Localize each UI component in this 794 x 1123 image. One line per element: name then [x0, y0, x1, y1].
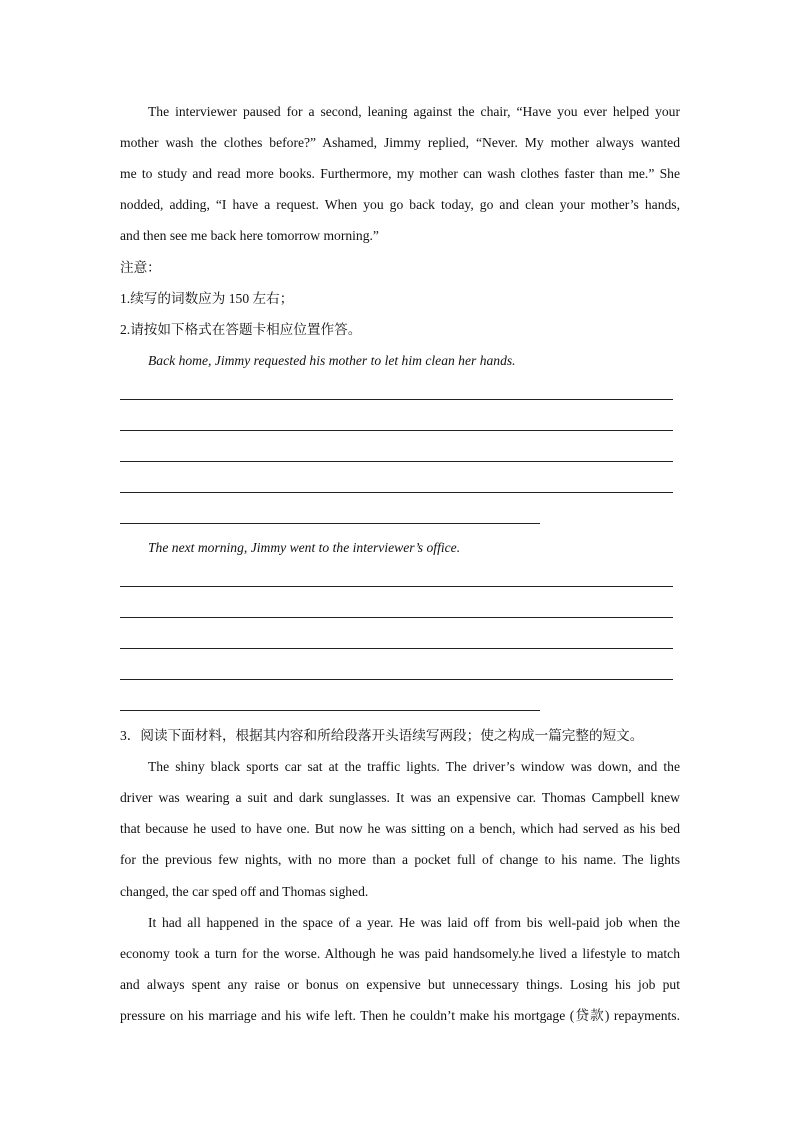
question-3-instruction: 3．阅读下面材料，根据其内容和所给段落开头语续写两段；使之构成一篇完整的短文。: [120, 728, 644, 743]
question3-para1-line-4: for the previous few nights, with no more than a pocket full of change to his name. The lights: [120, 852, 680, 867]
continuation-prompt-1: Back home, Jimmy requested his mother to let him clean her hands.: [148, 353, 516, 368]
question3-para2-line-4: pressure on his marriage and his wife left. Then he couldn’t make his mortgage (贷款) repayments.: [120, 1008, 680, 1023]
question3-para1-line-2: driver was wearing a suit and dark sunglasses. It was an expensive car. Thomas Campbell knew: [120, 790, 680, 805]
notes-item-2: 2.请按如下格式在答题卡相应位置作答。: [120, 322, 362, 337]
answer-line: [120, 617, 673, 618]
question3-para2-line-3: and always spent any raise or bonus on expensive but unnecessary things. Losing his job put: [120, 977, 680, 992]
passage1-line-3: me to study and read more books. Furthermore, my mother can wash clothes faster than me.” She: [120, 166, 680, 181]
answer-line: [120, 710, 540, 711]
answer-line: [120, 648, 673, 649]
notes-heading: 注意：: [120, 260, 161, 275]
continuation-prompt-2: The next morning, Jimmy went to the interviewer’s office.: [148, 540, 461, 555]
passage1-line-4: nodded, adding, “I have a request. When you go back today, go and clean your mother’s hands,: [120, 197, 680, 212]
answer-line: [120, 523, 540, 524]
question3-para1-line-3: that because he used to have one. But now he was sitting on a bench, which had served as his bed: [120, 821, 680, 836]
answer-line: [120, 586, 673, 587]
passage1-line-5: and then see me back here tomorrow morning.”: [120, 228, 379, 243]
answer-line: [120, 679, 673, 680]
question3-para1-line-5: changed, the car sped off and Thomas sighed.: [120, 884, 369, 899]
answer-line: [120, 399, 673, 400]
answer-line: [120, 430, 673, 431]
notes-item-1: 1.续写的词数应为 150 左右；: [120, 291, 294, 306]
answer-line: [120, 492, 673, 493]
question3-para1-line-1: The shiny black sports car sat at the traffic lights. The driver’s window was down, and the: [148, 759, 680, 774]
question3-para2-line-1: It had all happened in the space of a year. He was laid off from bis well-paid job when the: [148, 915, 680, 930]
passage1-line-2: mother wash the clothes before?” Ashamed, Jimmy replied, “Never. My mother always wanted: [120, 135, 680, 150]
question3-para2-line-2: economy took a turn for the worse. Although he was paid handsomely.he lived a lifestyle to match: [120, 946, 680, 961]
passage1-line-1: The interviewer paused for a second, leaning against the chair, “Have you ever helped your: [148, 104, 680, 119]
answer-line: [120, 461, 673, 462]
